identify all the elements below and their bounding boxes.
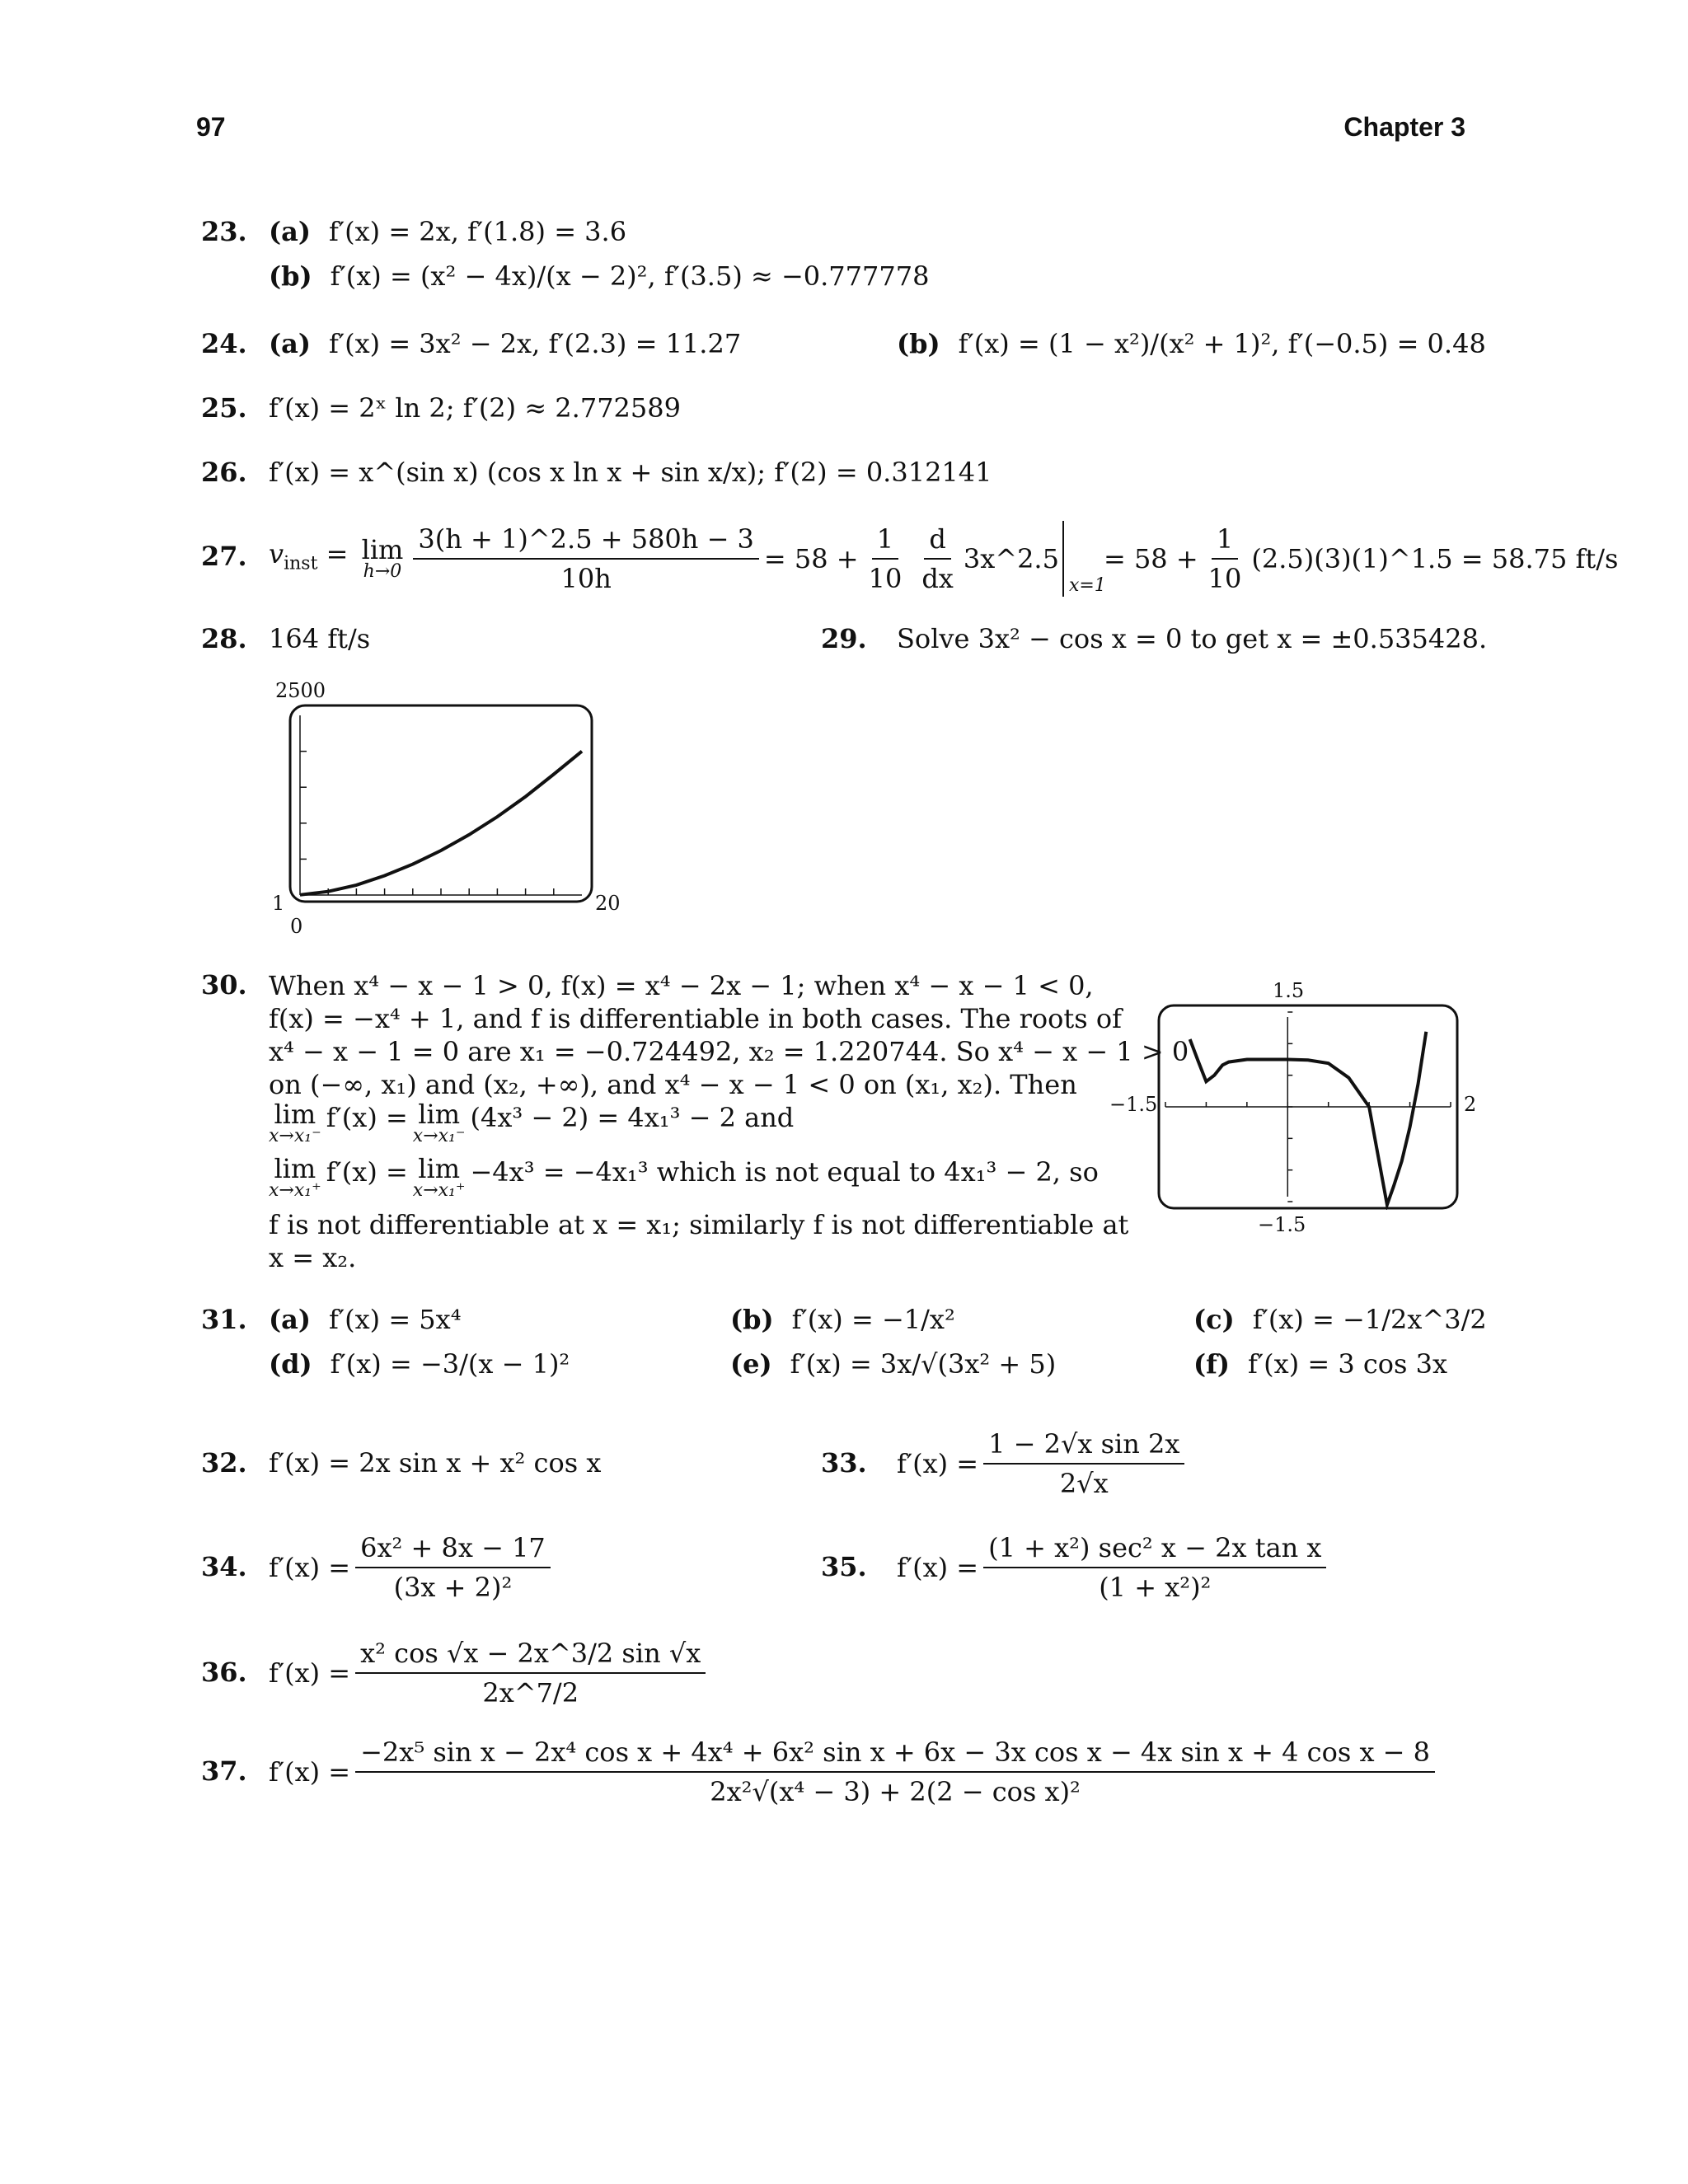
problem-number: 26. (201, 457, 247, 488)
fraction-denominator: 10 (1207, 563, 1242, 594)
problem-number: 35. (821, 1551, 867, 1582)
text-line: x⁴ − x − 1 = 0 are x₁ = −0.724492, x₂ = 1.220744. So x⁴ − x − 1 > 0 (269, 1036, 1189, 1067)
fraction-numerator: 1 − 2√x sin 2x (983, 1428, 1184, 1465)
answer-23b (269, 260, 929, 292)
limit-word: lim (274, 1153, 316, 1184)
problem-number: 27. (201, 541, 247, 572)
fraction-denominator: 2x^7/2 (482, 1677, 579, 1708)
fraction-denominator: 10 (868, 563, 903, 594)
derivative-term: 3x^2.5 (963, 543, 1059, 574)
problem-number: 34. (201, 1551, 247, 1582)
answer-text: f′(x) = 3x² − 2x, f′(2.3) = 11.27 (329, 328, 742, 359)
y-min-label: −1.5 (1258, 1213, 1306, 1236)
answer-fraction (983, 1428, 1184, 1499)
part-label: (c) (1193, 1304, 1235, 1335)
answer-text: f′(x) = −3/(x − 1)² (330, 1348, 570, 1380)
answer-text: f′(x) = 3 cos 3x (1248, 1348, 1448, 1380)
lhs-text: f′(x) = (269, 1756, 351, 1788)
answer-text: f′(x) = (x² − 4x)/(x − 2)², f′(3.5) ≈ −0.777778 (330, 260, 930, 292)
fraction-denominator: 10h (560, 563, 612, 594)
problem-number: 31. (201, 1304, 247, 1335)
part-label: (b) (897, 328, 940, 359)
limit-operator (413, 1101, 466, 1146)
problem-number: 32. (201, 1447, 247, 1479)
data-line (300, 752, 582, 895)
answer-fraction (355, 1736, 1435, 1807)
limit-line-right (269, 1155, 1099, 1200)
page-number: 97 (196, 112, 226, 142)
text-line: f(x) = −x⁴ + 1, and f is differentiable in both cases. The roots of (269, 1003, 1122, 1034)
limit-subscript: x→x₁⁺ (412, 1180, 466, 1201)
fraction-numerator: d (924, 523, 950, 560)
part-label: (d) (269, 1348, 312, 1380)
velocity-symbol: v (269, 537, 284, 569)
chapter-title: Chapter 3 (1343, 112, 1465, 142)
evaluation-bar (1062, 521, 1106, 597)
answer-27: $v_{inst}$ = lim h→0 $\frac{3(h + 1)\^{}2.5 + 580h - 3}{10h}$ = 58 + $\frac{1}{10}$ $\frac{d}{dx}$ 3x^2.5 x=1 = 58 + $\frac{1}{10}$ (2.5)(3)(1)^1.5 = 58.75 ft/s (269, 518, 1618, 600)
velocity-subscript: inst (284, 553, 318, 574)
part-label: (a) (269, 216, 312, 247)
answer-37 (269, 1732, 1440, 1811)
text-line: f is not differentiable at x = x₁; similarly f is not differentiable at (269, 1209, 1129, 1240)
answer-36 (269, 1633, 710, 1713)
difference-quotient (413, 523, 759, 594)
answer-31f (1193, 1348, 1447, 1380)
part-label: (f) (1193, 1348, 1231, 1380)
limit-expression: −4x³ = −4x₁³ which is not equal to 4x₁³ − 2, so (470, 1156, 1099, 1188)
answer-32: f′(x) = 2x sin x + x² cos x (269, 1447, 602, 1479)
y-max-label: 2500 (275, 679, 326, 702)
answer-text: f′(x) = 3x/√(3x² + 5) (790, 1348, 1057, 1380)
limit-expression: f′(x) = (326, 1156, 408, 1188)
problem-number: 36. (201, 1657, 247, 1688)
answer-31e (730, 1348, 1056, 1380)
fraction-denominator: (1 + x²)² (1099, 1572, 1212, 1603)
x-max-label: 20 (595, 892, 621, 915)
part-label: (b) (730, 1304, 774, 1335)
problem-number: 29. (821, 623, 867, 654)
answer-35 (897, 1528, 1331, 1607)
problem-number: 33. (821, 1447, 867, 1479)
answer-fraction (355, 1638, 706, 1708)
limit-operator (269, 1155, 321, 1200)
answer-text: f′(x) = −1/2x^3/2 (1252, 1304, 1487, 1335)
limit-operator (413, 1155, 466, 1200)
fraction-numerator: 6x² + 8x − 17 (355, 1532, 551, 1568)
data-line (1190, 1032, 1427, 1205)
answer-text: f′(x) = (1 − x²)/(x² + 1)², f′(−0.5) = 0.48 (958, 328, 1486, 359)
text-line: on (−∞, x₁) and (x₂, +∞), and x⁴ − x − 1 < 0 on (x₁, x₂). Then (269, 1069, 1077, 1100)
answer-28: 164 ft/s (269, 623, 371, 654)
velocity-graph (288, 704, 593, 903)
lhs-text: f′(x) = (269, 1552, 351, 1583)
equals-text: = 58 + (763, 543, 859, 574)
answer-24a (269, 328, 741, 359)
fraction-numerator: (1 + x²) sec² x − 2x tan x (983, 1532, 1326, 1568)
limit-word: lim (418, 1153, 461, 1184)
fraction-one-tenth (1203, 523, 1247, 594)
answer-text: f′(x) = 2x, f′(1.8) = 3.6 (329, 216, 627, 247)
y-min-label: 1 (272, 892, 285, 915)
answer-26: f′(x) = x^(sin x) (cos x ln x + sin x/x); f′(2) = 0.312141 (269, 457, 992, 488)
answer-23a (269, 216, 626, 247)
answer-24b (897, 328, 1486, 359)
limit-subscript: x→x₁⁻ (412, 1126, 466, 1146)
part-label: (b) (269, 260, 312, 292)
answer-29: Solve 3x² − cos x = 0 to get x = ±0.535428. (897, 623, 1488, 654)
limit-subscript: x→x₁⁻ (269, 1126, 321, 1146)
lhs-text: f′(x) = (897, 1448, 979, 1479)
answer-31b (730, 1304, 955, 1335)
fraction-numerator: x² cos √x − 2x^3/2 sin √x (355, 1638, 706, 1674)
answer-31d (269, 1348, 570, 1380)
problem-number: 24. (201, 328, 247, 359)
part-label: (a) (269, 328, 312, 359)
fraction-numerator: 1 (872, 523, 898, 560)
limit-expression: (4x³ − 2) = 4x₁³ − 2 and (470, 1102, 795, 1133)
answer-33 (897, 1424, 1189, 1503)
text-line: When x⁴ − x − 1 > 0, f(x) = x⁴ − 2x − 1; when x⁴ − x − 1 < 0, (269, 970, 1094, 1001)
limit-subscript: h→0 (363, 561, 402, 582)
fraction-denominator: (3x + 2)² (393, 1572, 513, 1603)
limit-word: lim (418, 1099, 461, 1130)
lhs-text: f′(x) = (269, 1657, 351, 1689)
evaluation-point: x=1 (1068, 575, 1106, 596)
fraction-numerator: 1 (1212, 523, 1238, 560)
answer-31a (269, 1304, 462, 1335)
problem-number: 28. (201, 623, 247, 654)
problem-number: 37. (201, 1755, 247, 1787)
result-text: (2.5)(3)(1)^1.5 = 58.75 ft/s (1251, 543, 1619, 574)
fraction-denominator: dx (921, 563, 954, 594)
text-line: x = x₂. (269, 1242, 357, 1273)
fraction-one-tenth (864, 523, 907, 594)
lhs-text: f′(x) = (897, 1552, 979, 1583)
part-label: (a) (269, 1304, 312, 1335)
x-min-label: −1.5 (1109, 1093, 1158, 1116)
limit-operator (361, 534, 404, 582)
piecewise-function-graph (1157, 1004, 1459, 1210)
graph-frame (290, 705, 592, 902)
answer-fraction (355, 1532, 551, 1603)
limit-subscript: x→x₁⁺ (269, 1180, 321, 1201)
limit-line-left (269, 1101, 794, 1146)
answer-34 (269, 1528, 556, 1607)
fraction-numerator: 3(h + 1)^2.5 + 580h − 3 (413, 523, 759, 560)
problem-number: 23. (201, 216, 247, 247)
derivative-operator (917, 523, 959, 594)
limit-expression: f′(x) = (326, 1102, 408, 1133)
y-max-label: 1.5 (1273, 979, 1305, 1002)
x-max-label: 2 (1464, 1093, 1477, 1116)
answer-fraction (983, 1532, 1326, 1603)
limit-word: lim (361, 534, 404, 565)
answer-31c (1193, 1304, 1487, 1335)
fraction-denominator: 2√x (1059, 1468, 1109, 1499)
answer-text: f′(x) = −1/x² (791, 1304, 955, 1335)
part-label: (e) (730, 1348, 772, 1380)
fraction-denominator: 2x²√(x⁴ − 3) + 2(2 − cos x)² (710, 1776, 1081, 1807)
answer-25: f′(x) = 2ˣ ln 2; f′(2) ≈ 2.772589 (269, 392, 681, 424)
problem-number: 30. (201, 969, 247, 1001)
equals-text: = 58 + (1103, 543, 1198, 574)
fraction-numerator: −2x⁵ sin x − 2x⁴ cos x + 4x⁴ + 6x² sin x + 6x − 3x cos x − 4x sin x + 4 cos x − 8 (355, 1736, 1435, 1773)
problem-number: 25. (201, 392, 247, 424)
limit-operator (269, 1101, 321, 1146)
limit-word: lim (274, 1099, 316, 1130)
x-min-label: 0 (290, 915, 303, 938)
answer-text: f′(x) = 5x⁴ (329, 1304, 462, 1335)
